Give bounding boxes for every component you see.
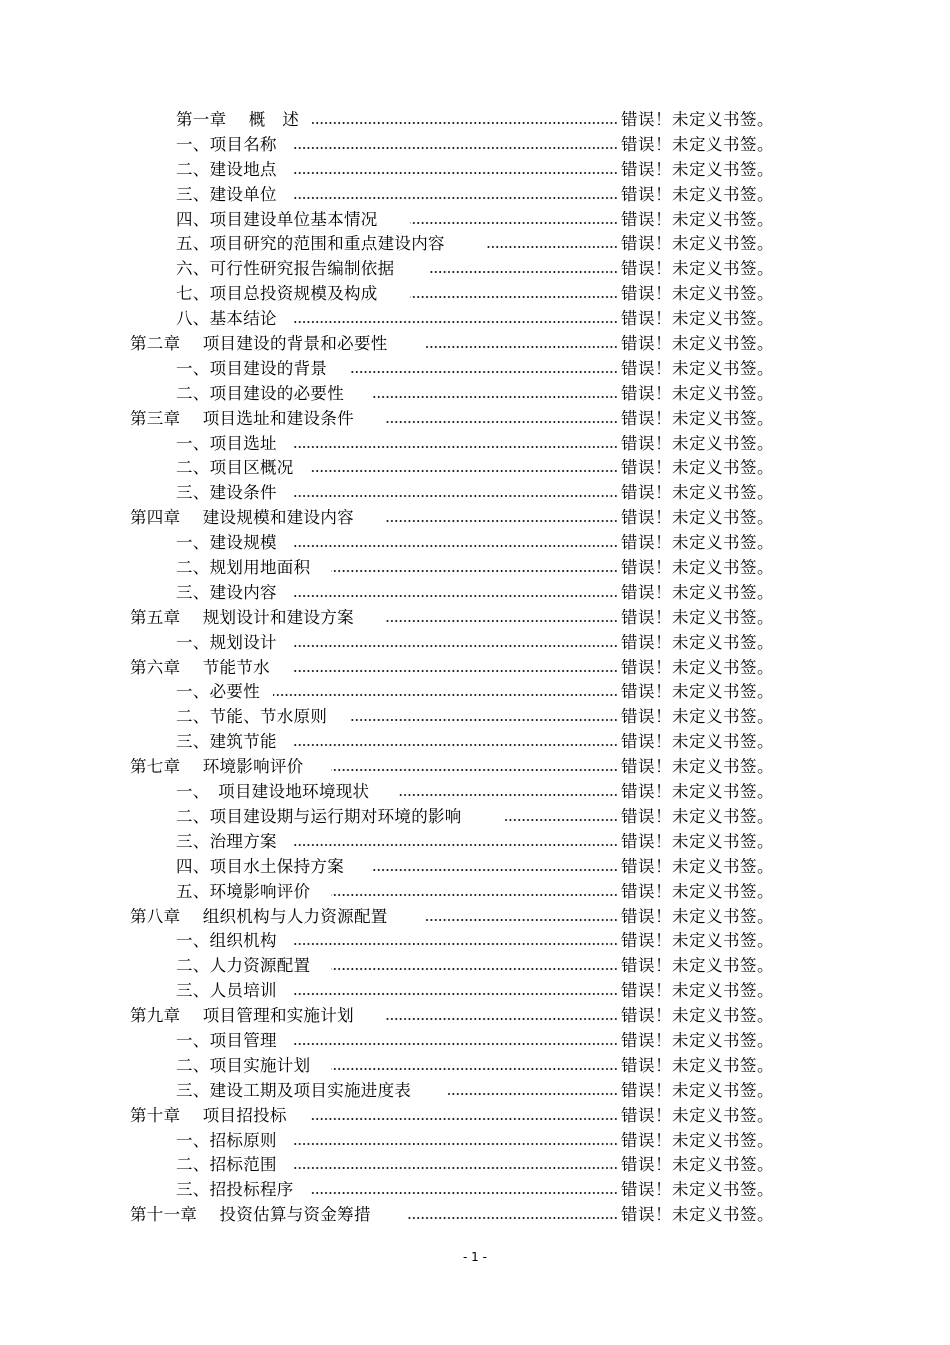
toc-entry-label: 一、规划设计 — [176, 632, 277, 652]
toc-entry-label: 三、建设单位 — [176, 184, 277, 204]
toc-section-entry[interactable] — [0, 1178, 950, 1203]
toc-dot-leader — [448, 1091, 618, 1097]
toc-section-entry[interactable] — [0, 780, 950, 805]
toc-entry-page-ref: 错误！未定义书签。 — [621, 632, 774, 652]
toc-dot-leader — [292, 593, 618, 599]
toc-section-entry[interactable] — [0, 183, 950, 208]
toc-entry-label: 一、组织机构 — [176, 931, 277, 951]
toc-entry-page-ref: 错误！未定义书签。 — [621, 558, 774, 578]
toc-entry-page-ref: 错误！未定义书签。 — [621, 806, 774, 826]
toc-dot-leader — [292, 195, 618, 201]
toc-entry-page-ref: 错误！未定义书签。 — [621, 782, 774, 802]
toc-section-entry[interactable] — [0, 282, 950, 307]
toc-section-entry[interactable] — [0, 631, 950, 656]
toc-section-entry[interactable] — [0, 581, 950, 606]
toc-section-entry[interactable] — [0, 880, 950, 905]
toc-chapter-entry[interactable] — [0, 1203, 950, 1228]
toc-entry-label: 二、项目建设的必要性 — [176, 383, 344, 403]
toc-dot-leader — [292, 319, 618, 325]
toc-chapter-entry[interactable] — [0, 656, 950, 681]
toc-dot-leader — [410, 294, 618, 300]
toc-chapter-entry[interactable] — [0, 1004, 950, 1029]
toc-section-entry[interactable] — [0, 805, 950, 830]
toc-section-entry[interactable] — [0, 432, 950, 457]
toc-dot-leader — [292, 842, 618, 848]
toc-entry-label: 四、项目建设单位基本情况 — [176, 209, 378, 229]
toc-entry-page-ref: 错误！未定义书签。 — [621, 956, 774, 976]
toc-entry-label: 六、可行性研究报告编制依据 — [176, 259, 395, 279]
toc-entry-page-ref: 错误！未定义书签。 — [621, 757, 774, 777]
toc-dot-leader — [292, 742, 618, 748]
toc-entry-page-ref: 错误！未定义书签。 — [621, 682, 774, 702]
toc-section-entry[interactable] — [0, 108, 950, 133]
toc-entry-label: 第五章 规划设计和建设方案 — [130, 607, 354, 627]
toc-entry-label: 第二章 项目建设的背景和必要性 — [130, 334, 388, 354]
toc-section-entry[interactable] — [0, 929, 950, 954]
toc-entry-page-ref: 错误！未定义书签。 — [621, 732, 774, 752]
toc-entry-page-ref: 错误！未定义书签。 — [621, 284, 774, 304]
toc-dot-leader — [410, 220, 618, 226]
toc-entry-page-ref: 错误！未定义书签。 — [621, 1130, 774, 1150]
toc-dot-leader — [386, 1016, 618, 1022]
toc-entry-label: 一、项目名称 — [176, 134, 277, 154]
toc-entry-page-ref: 错误！未定义书签。 — [621, 906, 774, 926]
toc-section-entry[interactable] — [0, 531, 950, 556]
toc-entry-label: 二、人力资源配置 — [176, 956, 311, 976]
toc-entry-label: 二、建设地点 — [176, 159, 277, 179]
toc-entry-page-ref: 错误！未定义书签。 — [621, 483, 774, 503]
toc-section-entry[interactable] — [0, 456, 950, 481]
toc-entry-page-ref: 错误！未定义书签。 — [621, 159, 774, 179]
toc-entry-label: 二、项目实施计划 — [176, 1055, 311, 1075]
toc-dot-leader — [292, 145, 618, 151]
toc-entry-label: 二、招标范围 — [176, 1155, 277, 1175]
toc-entry-page-ref: 错误！未定义书签。 — [621, 582, 774, 602]
toc-entry-label: 五、环境影响评价 — [176, 881, 311, 901]
toc-entry-page-ref: 错误！未定义书签。 — [621, 1180, 774, 1200]
toc-entry-label: 三、建设条件 — [176, 483, 277, 503]
toc-entry-label: 八、基本结论 — [176, 309, 277, 329]
toc-entry-label: 第六章 节能节水 — [130, 657, 270, 677]
toc-entry-page-ref: 错误！未定义书签。 — [621, 856, 774, 876]
toc-entry-page-ref: 错误！未定义书签。 — [621, 110, 774, 129]
toc-dot-leader — [486, 244, 618, 250]
toc-section-entry[interactable] — [0, 357, 950, 382]
toc-entry-label: 一、 项目建设地环境现状 — [176, 782, 370, 802]
toc-dot-leader — [273, 692, 618, 698]
toc-dot-leader — [426, 917, 618, 923]
toc-dot-leader — [408, 1215, 618, 1221]
toc-entry-label: 一、项目建设的背景 — [176, 358, 328, 378]
toc-section-entry[interactable] — [0, 979, 950, 1004]
toc-dot-leader — [292, 1141, 618, 1147]
toc-section-entry[interactable] — [0, 855, 950, 880]
toc-section-entry[interactable] — [0, 232, 950, 257]
toc-entry-page-ref: 错误！未定义书签。 — [621, 184, 774, 204]
toc-section-entry[interactable] — [0, 705, 950, 730]
toc-dot-leader — [331, 892, 618, 898]
toc-section-entry[interactable] — [0, 158, 950, 183]
toc-entry-page-ref: 错误！未定义书签。 — [621, 1055, 774, 1075]
toc-dot-leader — [331, 767, 618, 773]
toc-entry-page-ref: 错误！未定义书签。 — [621, 309, 774, 329]
toc-entry-label: 一、建设规模 — [176, 533, 277, 553]
toc-entry-page-ref: 错误！未定义书签。 — [621, 383, 774, 403]
toc-entry-page-ref: 错误！未定义书签。 — [621, 831, 774, 851]
toc-entry-page-ref: 错误！未定义书签。 — [621, 508, 774, 528]
toc-entry-label: 三、人员培训 — [176, 981, 277, 1001]
toc-entry-label: 第一章 概 述 — [176, 110, 300, 129]
toc-section-entry[interactable] — [0, 307, 950, 332]
toc-dot-leader — [331, 1066, 618, 1072]
toc-dot-leader — [311, 1116, 618, 1122]
toc-dot-leader — [426, 344, 618, 350]
toc-entry-label: 第八章 组织机构与人力资源配置 — [130, 906, 388, 926]
toc-entry-page-ref: 错误！未定义书签。 — [621, 408, 774, 428]
toc-dot-leader — [399, 792, 618, 798]
toc-entry-page-ref: 错误！未定义书签。 — [621, 707, 774, 727]
toc-entry-page-ref: 错误！未定义书签。 — [621, 134, 774, 154]
toc-entry-page-ref: 错误！未定义书签。 — [621, 334, 774, 354]
toc-dot-leader — [386, 518, 618, 524]
toc-dot-leader — [371, 394, 618, 400]
toc-dot-leader — [292, 668, 618, 674]
toc-section-entry[interactable] — [0, 556, 950, 581]
toc-dot-leader — [292, 991, 618, 997]
toc-entry-label: 一、项目选址 — [176, 433, 277, 453]
toc-entry-page-ref: 错误！未定义书签。 — [621, 1205, 774, 1225]
toc-entry-label: 第七章 环境影响评价 — [130, 757, 304, 777]
toc-entry-label: 第十一章 投资估算与资金筹措 — [130, 1205, 371, 1225]
toc-section-entry[interactable] — [0, 680, 950, 705]
toc-chapter-entry[interactable] — [0, 905, 950, 930]
toc-entry-page-ref: 错误！未定义书签。 — [621, 981, 774, 1001]
toc-section-entry[interactable] — [0, 382, 950, 407]
toc-section-entry[interactable] — [0, 257, 950, 282]
toc-entry-page-ref: 错误！未定义书签。 — [621, 881, 774, 901]
toc-dot-leader — [292, 493, 618, 499]
toc-entry-page-ref: 错误！未定义书签。 — [621, 234, 774, 254]
toc-dot-leader — [292, 1041, 618, 1047]
table-of-contents — [0, 108, 950, 1228]
toc-entry-page-ref: 错误！未定义书签。 — [621, 358, 774, 378]
toc-entry-label: 二、项目建设期与运行期对环境的影响 — [176, 806, 462, 826]
toc-section-entry[interactable] — [0, 830, 950, 855]
toc-entry-label: 二、节能、节水原则 — [176, 707, 328, 727]
toc-section-entry[interactable] — [0, 1153, 950, 1178]
toc-entry-label: 第十章 项目招投标 — [130, 1105, 287, 1125]
toc-section-entry[interactable] — [0, 1129, 950, 1154]
toc-dot-leader — [292, 543, 618, 549]
toc-entry-label: 第四章 建设规模和建设内容 — [130, 508, 354, 528]
toc-entry-label: 一、招标原则 — [176, 1130, 277, 1150]
toc-entry-label: 三、建设内容 — [176, 582, 277, 602]
toc-entry-page-ref: 错误！未定义书签。 — [621, 259, 774, 279]
page-number: - 1 - — [463, 1250, 487, 1264]
toc-entry-label: 三、招投标程序 — [176, 1180, 294, 1200]
toc-dot-leader — [386, 419, 618, 425]
toc-entry-label: 第九章 项目管理和实施计划 — [130, 1006, 354, 1026]
toc-dot-leader — [350, 369, 618, 375]
toc-entry-page-ref: 错误！未定义书签。 — [621, 1080, 774, 1100]
toc-dot-leader — [292, 643, 618, 649]
toc-entry-label: 第三章 项目选址和建设条件 — [130, 408, 354, 428]
toc-dot-leader — [311, 1190, 618, 1196]
toc-dot-leader — [350, 717, 618, 723]
toc-section-entry[interactable] — [0, 954, 950, 979]
toc-entry-label: 三、建筑节能 — [176, 732, 277, 752]
toc-dot-leader — [311, 468, 618, 474]
toc-section-entry[interactable] — [0, 208, 950, 233]
toc-dot-leader — [292, 170, 618, 176]
toc-entry-label: 二、规划用地面积 — [176, 558, 311, 578]
toc-dot-leader — [331, 966, 618, 972]
toc-dot-leader — [371, 867, 618, 873]
toc-entry-label: 七、项目总投资规模及构成 — [176, 284, 378, 304]
toc-entry-page-ref: 错误！未定义书签。 — [621, 1105, 774, 1125]
toc-entry-page-ref: 错误！未定义书签。 — [621, 1030, 774, 1050]
toc-dot-leader — [292, 444, 618, 450]
toc-chapter-entry[interactable] — [0, 332, 950, 357]
toc-section-entry[interactable] — [0, 730, 950, 755]
toc-entry-label: 四、项目水土保持方案 — [176, 856, 344, 876]
toc-entry-page-ref: 错误！未定义书签。 — [621, 931, 774, 951]
toc-dot-leader — [386, 618, 618, 624]
toc-section-entry[interactable] — [0, 1079, 950, 1104]
toc-section-entry[interactable] — [0, 1029, 950, 1054]
toc-chapter-entry[interactable] — [0, 755, 950, 780]
toc-entry-label: 三、治理方案 — [176, 831, 277, 851]
toc-entry-label: 五、项目研究的范围和重点建设内容 — [176, 234, 445, 254]
toc-dot-leader — [292, 941, 618, 947]
toc-entry-page-ref: 错误！未定义书签。 — [621, 433, 774, 453]
toc-entry-page-ref: 错误！未定义书签。 — [621, 1006, 774, 1026]
toc-entry-label: 一、项目管理 — [176, 1030, 277, 1050]
toc-chapter-entry[interactable] — [0, 407, 950, 432]
toc-section-entry[interactable] — [0, 1054, 950, 1079]
toc-section-entry[interactable] — [0, 481, 950, 506]
toc-dot-leader — [429, 269, 618, 275]
toc-entry-page-ref: 错误！未定义书签。 — [621, 607, 774, 627]
toc-entry-label: 三、建设工期及项目实施进度表 — [176, 1080, 412, 1100]
toc-dot-leader — [292, 1165, 618, 1171]
toc-entry-page-ref: 错误！未定义书签。 — [621, 209, 774, 229]
toc-entry-page-ref: 错误！未定义书签。 — [621, 657, 774, 677]
toc-chapter-entry[interactable] — [0, 1104, 950, 1129]
toc-chapter-entry[interactable] — [0, 606, 950, 631]
toc-entry-page-ref: 错误！未定义书签。 — [621, 458, 774, 478]
toc-entry-label: 一、必要性 — [176, 682, 260, 702]
toc-dot-leader — [312, 120, 618, 126]
toc-chapter-entry[interactable] — [0, 506, 950, 531]
toc-entry-page-ref: 错误！未定义书签。 — [621, 533, 774, 553]
toc-dot-leader — [505, 817, 618, 823]
toc-dot-leader — [331, 568, 618, 574]
toc-section-entry[interactable] — [0, 133, 950, 158]
toc-entry-label: 二、项目区概况 — [176, 458, 294, 478]
toc-entry-page-ref: 错误！未定义书签。 — [621, 1155, 774, 1175]
